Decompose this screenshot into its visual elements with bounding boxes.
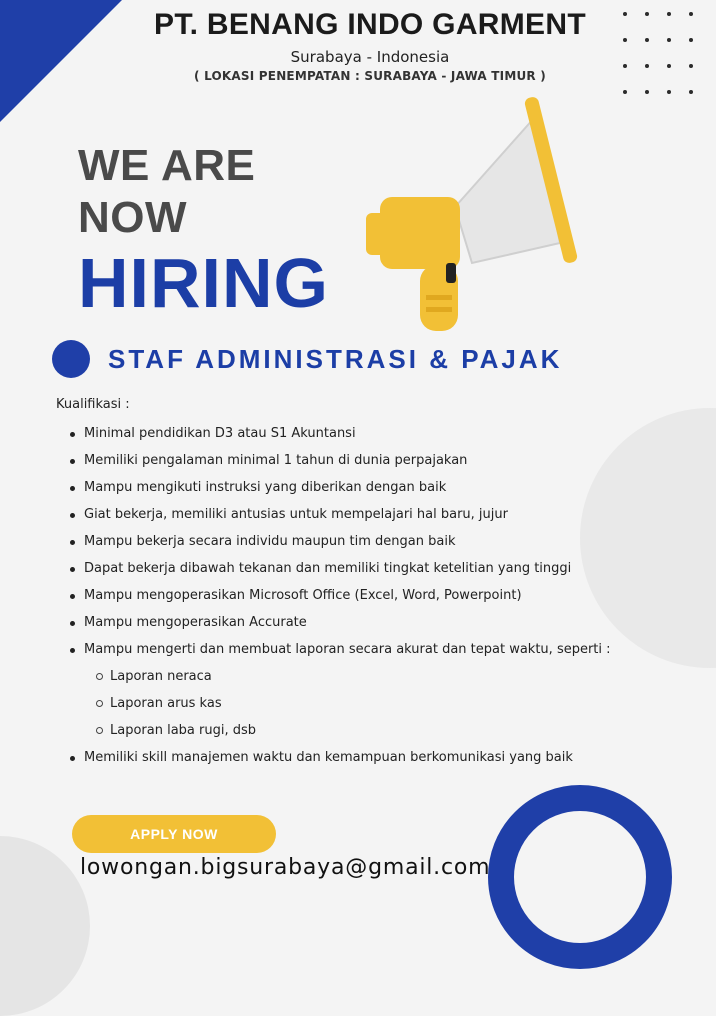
company-city: Surabaya - Indonesia bbox=[290, 48, 450, 66]
report-item: Laporan neraca bbox=[96, 663, 611, 690]
decorative-circle bbox=[0, 836, 90, 1016]
position-title: STAF ADMINISTRASI & PAJAK bbox=[108, 343, 563, 374]
qualification-item: Memiliki skill manajemen waktu dan kemampuan berkomunikasi yang baik bbox=[70, 744, 611, 771]
header bbox=[0, 8, 716, 83]
placement-location: ( LOKASI PENEMPATAN : SURABAYA - JAWA TIMUR ) bbox=[194, 69, 546, 83]
qualifications bbox=[56, 397, 611, 771]
megaphone-icon bbox=[360, 95, 600, 335]
qualification-item: Dapat bekerja dibawah tekanan dan memiliki tingkat ketelitian yang tinggi bbox=[70, 555, 611, 582]
qualification-item: Mampu mengoperasikan Microsoft Office (Excel, Word, Powerpoint) bbox=[70, 582, 611, 609]
qualification-item: Mampu mengoperasikan Accurate bbox=[70, 609, 611, 636]
qualifications-list-end bbox=[56, 744, 611, 771]
apply-now-button[interactable]: APPLY NOW bbox=[72, 815, 276, 853]
qualifications-label: Kualifikasi : bbox=[56, 397, 130, 412]
qualification-item: Mampu mengikuti instruksi yang diberikan dengan baik bbox=[70, 474, 611, 501]
report-sublist bbox=[56, 663, 611, 744]
company-name: PT. BENANG INDO GARMENT bbox=[154, 8, 586, 41]
headline-line1: WE ARE bbox=[78, 141, 256, 190]
qualification-item: Giat bekerja, memiliki antusias untuk mempelajari hal baru, jujur bbox=[70, 501, 611, 528]
position-bullet bbox=[52, 340, 90, 378]
headline-hiring: HIRING bbox=[78, 244, 329, 322]
decorative-ring bbox=[488, 785, 672, 969]
qualification-item: Minimal pendidikan D3 atau S1 Akuntansi bbox=[70, 420, 611, 447]
qualifications-list bbox=[56, 420, 611, 663]
hiring-headline bbox=[78, 140, 329, 320]
qualification-item: Memiliki pengalaman minimal 1 tahun di dunia perpajakan bbox=[70, 447, 611, 474]
qualification-item: Mampu mengerti dan membuat laporan secara akurat dan tepat waktu, seperti : bbox=[70, 636, 611, 663]
report-item: Laporan arus kas bbox=[96, 690, 611, 717]
contact-email[interactable]: lowongan.bigsurabaya@gmail.com bbox=[80, 855, 491, 880]
headline-line2: NOW bbox=[78, 193, 188, 242]
job-position bbox=[52, 340, 562, 378]
qualification-item: Mampu bekerja secara individu maupun tim dengan baik bbox=[70, 528, 611, 555]
report-item: Laporan laba rugi, dsb bbox=[96, 717, 611, 744]
